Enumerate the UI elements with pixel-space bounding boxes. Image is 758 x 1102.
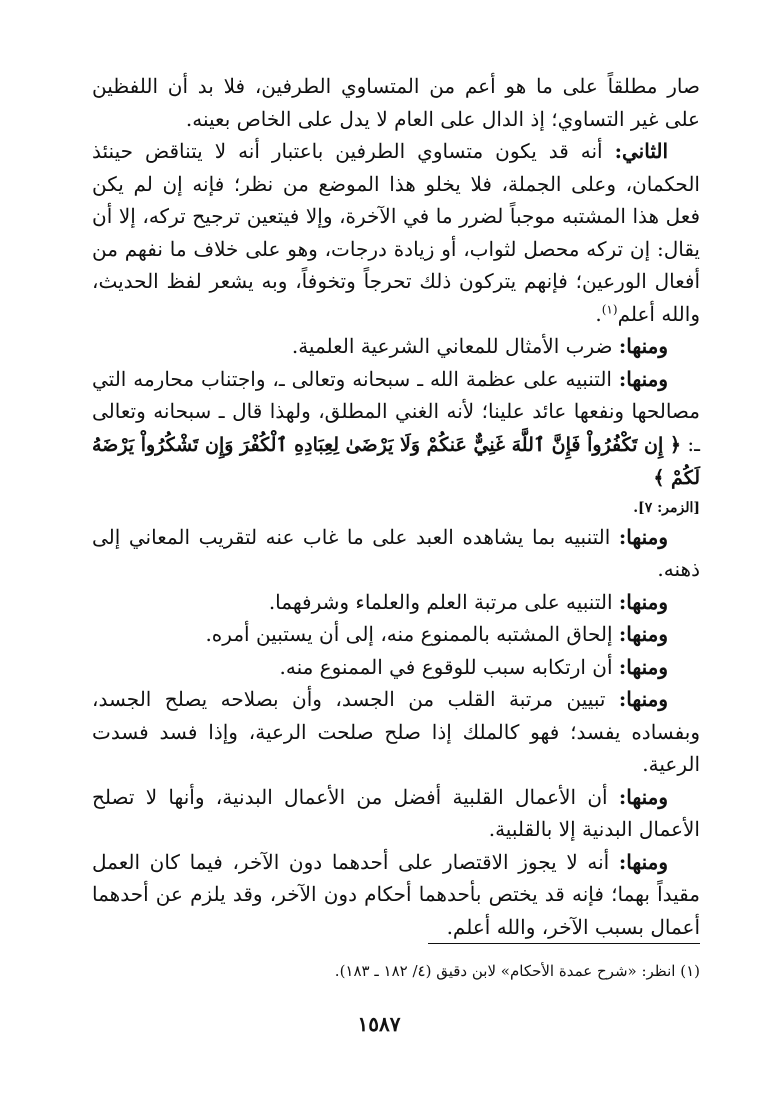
footnote bbox=[92, 958, 700, 984]
paragraph-text: التنبيه بما يشاهده العبد على ما غاب عنه لتقريب المعاني إلى ذهنه. bbox=[92, 524, 700, 581]
paragraph-text: ضرب الأمثال للمعاني الشرعية العلمية. bbox=[291, 334, 613, 358]
paragraph-continuation bbox=[92, 70, 700, 135]
paragraph-lead: ومنها: bbox=[618, 654, 668, 679]
paragraph-item bbox=[92, 586, 700, 619]
paragraph-text: إلحاق المشتبه بالممنوع منه، إلى أن يستبين أمره. bbox=[205, 622, 613, 646]
verse-reference: [الزمر: ٧]. bbox=[633, 499, 700, 516]
paragraph-item bbox=[92, 330, 700, 363]
quran-verse: ﴿ إِن تَكْفُرُواْ فَإِنَّ ٱللَّهَ غَنِيٌّ عَنكُمْ وَلَا يَرْضَىٰ لِعِبَادِهِ ٱلْكُفْرَ وَإِن تَشْكُرُواْ يَرْضَهُ لَكُمْ ﴾ bbox=[92, 433, 700, 489]
paragraph-item bbox=[92, 781, 700, 846]
paragraph-item bbox=[92, 651, 700, 684]
footnote-text: انظر: «شرح عمدة الأحكام» لابن دقيق (٤/ ١٨٢ ـ ١٨٣). bbox=[334, 962, 676, 980]
footnote-marker: (١) bbox=[680, 962, 700, 980]
paragraph-item bbox=[92, 618, 700, 651]
paragraph-text: أنه لا يجوز الاقتصار على أحدهما دون الآخر، فيما كان العمل مقيداً بهما؛ فإنه قد يختص بأحدهما أحكام دون الآخر، وقد يلزم عن أحدهما أعمال بسبب الآخر، والله أعلم. bbox=[92, 849, 700, 939]
paragraph-text: تبيين مرتبة القلب من الجسد، وأن بصلاحه يصلح الجسد، وبفساده يفسد؛ فهو كالملك إذا صلح صلحت الرعية، وإذا فسد فسدت الرعية. bbox=[92, 687, 700, 776]
paragraph-item bbox=[92, 683, 700, 781]
footnote-divider bbox=[428, 943, 700, 944]
main-text bbox=[92, 70, 700, 943]
paragraph-text: أن الأعمال القلبية أفضل من الأعمال البدنية، وأنها لا تصلح الأعمال البدنية إلا بالقلبية. bbox=[92, 784, 700, 841]
paragraph-lead: ومنها: bbox=[618, 784, 669, 809]
paragraph-lead: ومنها: bbox=[618, 849, 668, 874]
paragraph-item bbox=[92, 521, 700, 586]
footnote-reference[interactable]: (١) bbox=[601, 301, 618, 316]
page-number: ١٥٨٧ bbox=[357, 1012, 401, 1036]
paragraph-second-point bbox=[92, 135, 700, 330]
paragraph-text: التنبيه على عظمة الله ـ سبحانه وتعالى ـ، واجتناب محارمه التي مصالحها ونفعها عائد علينا؛ لأنه الغني المطلق، ولهذا قال ـ سبحانه وتعالى ـ: bbox=[92, 366, 701, 456]
paragraph-lead: ومنها: bbox=[618, 524, 668, 549]
paragraph-lead: ومنها: bbox=[618, 334, 668, 358]
paragraph-text: أن ارتكابه سبب للوقوع في الممنوع منه. bbox=[279, 654, 613, 679]
paragraph-text: صار مطلقاً على ما هو أعم من المتساوي الطرفين، فلا بد أن اللفظين على غير التساوي؛ إذ الدال على العام لا يدل على الخاص بعينه. bbox=[92, 74, 700, 131]
paragraph-lead: ومنها: bbox=[618, 622, 668, 646]
paragraph-lead: الثاني: bbox=[614, 139, 669, 163]
paragraph-item bbox=[92, 363, 700, 495]
paragraph-text: التنبيه على مرتبة العلم والعلماء وشرفهما. bbox=[268, 589, 613, 614]
paragraph-item bbox=[92, 846, 700, 944]
paragraph-tail: . bbox=[595, 301, 602, 326]
paragraph-lead: ومنها: bbox=[618, 687, 669, 711]
paragraph-lead: ومنها: bbox=[618, 366, 668, 391]
paragraph-lead: ومنها: bbox=[618, 589, 668, 614]
paragraph-text: أنه قد يكون متساوي الطرفين باعتبار أنه لا يتناقض حينئذ الحكمان، وعلى الجملة، فلا يخلو هذا الموضع من نظر؛ فإنه إن لم يكن فعل هذا المشتبه موجباً لضرر ما في الآخرة، وإلا فيتعين ترجيح تركه، إلا أن يقال: إن تركه محصل لثواب، أو زيادة درجات، وهو على خلاف ما نفهم من أفعال الورعين؛ فإنهم يتركون ذلك تحرجاً وتخوفاً، وبه يشعر لفظ الحديث، والله أعلم bbox=[92, 139, 700, 326]
